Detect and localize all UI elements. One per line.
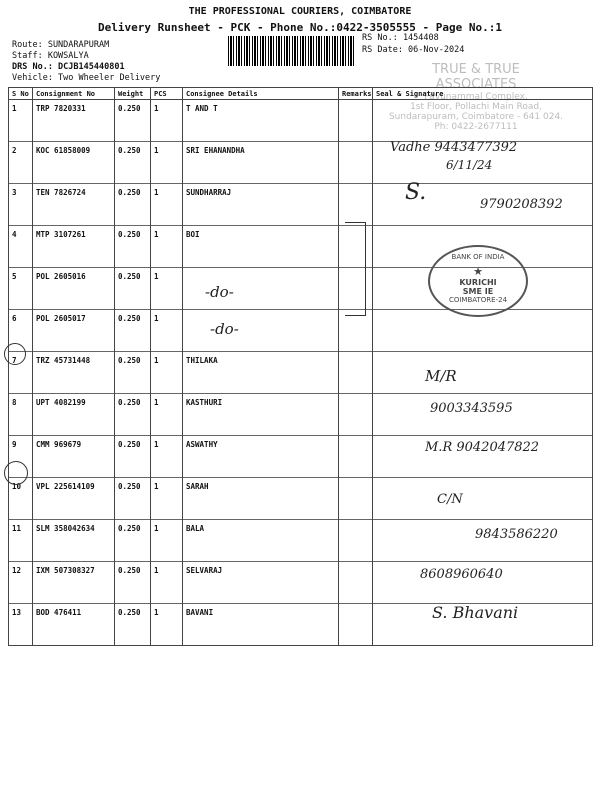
cell-consignment: BOD 476411 [33,604,115,646]
cell-weight: 0.250 [115,100,151,142]
col-sno: S No [9,88,33,100]
cell-remarks [339,604,373,646]
col-remarks: Remarks [339,88,373,100]
vehicle-info: Vehicle: Two Wheeler Delivery [12,73,161,83]
cell-consignment: TRZ 45731448 [33,352,115,394]
cell-remarks [339,436,373,478]
handwritten-mark: M/R [425,367,457,385]
cell-weight: 0.250 [115,478,151,520]
cell-consignment: TRP 7820331 [33,100,115,142]
cell-consignment: CMM 969679 [33,436,115,478]
cell-remarks [339,520,373,562]
cell-consignment: MTP 3107261 [33,226,115,268]
cell-consignment: UPT 4082199 [33,394,115,436]
cell-consignee: KASTHURI [183,394,339,436]
cell-weight: 0.250 [115,562,151,604]
handwritten-mark: C/N [437,492,463,507]
star-icon: ★ [473,265,483,278]
cell-sno: 10 [9,478,33,520]
cell-remarks [339,478,373,520]
cell-consignee: BALA [183,520,339,562]
cell-weight: 0.250 [115,352,151,394]
cell-pcs: 1 [151,478,183,520]
company-title: THE PROFESSIONAL COURIERS, COIMBATORE [188,6,412,17]
cell-sno: 1 [9,100,33,142]
cell-pcs: 1 [151,562,183,604]
handwritten-phone: 9790208392 [480,197,563,212]
cell-consignee: ASWATHY [183,436,339,478]
handwritten-phone: 9843586220 [475,527,558,542]
cell-weight: 0.250 [115,520,151,562]
handwritten-signature: S. Bhavani [432,603,519,622]
cell-weight: 0.250 [115,142,151,184]
cell-pcs: 1 [151,142,183,184]
cell-pcs: 1 [151,184,183,226]
cell-consignment: IXM 507308327 [33,562,115,604]
cell-pcs: 1 [151,310,183,352]
table-row [9,478,593,520]
cell-weight: 0.250 [115,226,151,268]
handwritten-signature: M.R 9042047822 [425,440,540,455]
col-consignee: Consignee Details [183,88,339,100]
cell-remarks [339,562,373,604]
circle-mark [4,343,26,365]
cell-consignee: THILAKA [183,352,339,394]
cell-sno: 4 [9,226,33,268]
cell-sno: 12 [9,562,33,604]
cell-sno: 8 [9,394,33,436]
rs-number: RS No.: 1454408 [362,33,439,43]
handwritten-ditto: -do- [205,283,234,301]
cell-consignee: BOI [183,226,339,268]
cell-pcs: 1 [151,394,183,436]
cell-remarks [339,184,373,226]
cell-signature [373,100,593,142]
cell-weight: 0.250 [115,310,151,352]
staff-info: Staff: KOWSALYA [12,51,89,61]
handwritten-ditto: -do- [210,320,239,338]
route-info: Route: SUNDARAPURAM [12,40,110,50]
runsheet-subtitle: Delivery Runsheet - PCK - Phone No.:0422-3505555 - Page No.:1 [98,21,502,34]
cell-pcs: 1 [151,226,183,268]
table-row [9,562,593,604]
cell-consignee [183,310,339,352]
cell-consignee: T AND T [183,100,339,142]
cell-pcs: 1 [151,268,183,310]
cell-sno: 5 [9,268,33,310]
col-weight: Weight [115,88,151,100]
cell-consignee: SARAH [183,478,339,520]
cell-pcs: 1 [151,100,183,142]
cell-weight: 0.250 [115,394,151,436]
cell-consignment: SLM 358042634 [33,520,115,562]
cell-consignee: SRI EHANANDHA [183,142,339,184]
cell-consignee: SELVARAJ [183,562,339,604]
rs-date: RS Date: 06-Nov-2024 [362,45,465,55]
cell-weight: 0.250 [115,268,151,310]
company-stamp: TRUE & TRUE ASSOCIATES Pavunammal Complex, 1st Floor, Pollachi Main Road, Sundarapuram, Coimbatore - 641 024. Ph: 0422-2677111 [388,62,564,132]
table-row [9,310,593,352]
barcode [228,36,354,66]
table-header-row [9,88,593,100]
cell-weight: 0.250 [115,184,151,226]
handwritten-signature: Vadhe 9443477392 [390,140,518,155]
col-signature: Seal & Signature [373,88,593,100]
cell-consignee: SUNDHARRAJ [183,184,339,226]
cell-weight: 0.250 [115,436,151,478]
cell-pcs: 1 [151,604,183,646]
table-row [9,352,593,394]
handwritten-phone: 9003343595 [430,401,513,416]
cell-pcs: 1 [151,520,183,562]
cell-sno: 2 [9,142,33,184]
cell-weight: 0.250 [115,604,151,646]
cell-sno: 11 [9,520,33,562]
runsheet-table [8,87,593,646]
col-pcs: PCS [151,88,183,100]
cell-consignment: POL 2605016 [33,268,115,310]
cell-pcs: 1 [151,352,183,394]
handwritten-phone: 8608960640 [420,567,503,582]
handwritten-signature: S. [405,180,427,205]
cell-remarks [339,352,373,394]
cell-consignment: VPL 225614109 [33,478,115,520]
circle-mark [4,461,28,485]
cell-remarks [339,394,373,436]
col-consignment: Consignment No [33,88,115,100]
cell-sno: 7 [9,352,33,394]
handwritten-date: 6/11/24 [446,158,493,172]
cell-remarks [339,100,373,142]
cell-consignee: BAVANI [183,604,339,646]
cell-signature [373,478,593,520]
bracket-mark [345,222,366,316]
cell-sno: 6 [9,310,33,352]
bank-stamp: BANK OF INDIA ★ KURICHI SME IE COIMBATORE-24 [428,245,528,317]
cell-consignment: POL 2605017 [33,310,115,352]
cell-sno: 3 [9,184,33,226]
cell-sno: 9 [9,436,33,478]
cell-remarks [339,142,373,184]
cell-sno: 13 [9,604,33,646]
cell-consignment: TEN 7826724 [33,184,115,226]
table-row [9,100,593,142]
drs-number: DRS No.: DCJB145440801 [12,62,125,72]
cell-consignment: KOC 61858009 [33,142,115,184]
cell-pcs: 1 [151,436,183,478]
cell-signature [373,352,593,394]
